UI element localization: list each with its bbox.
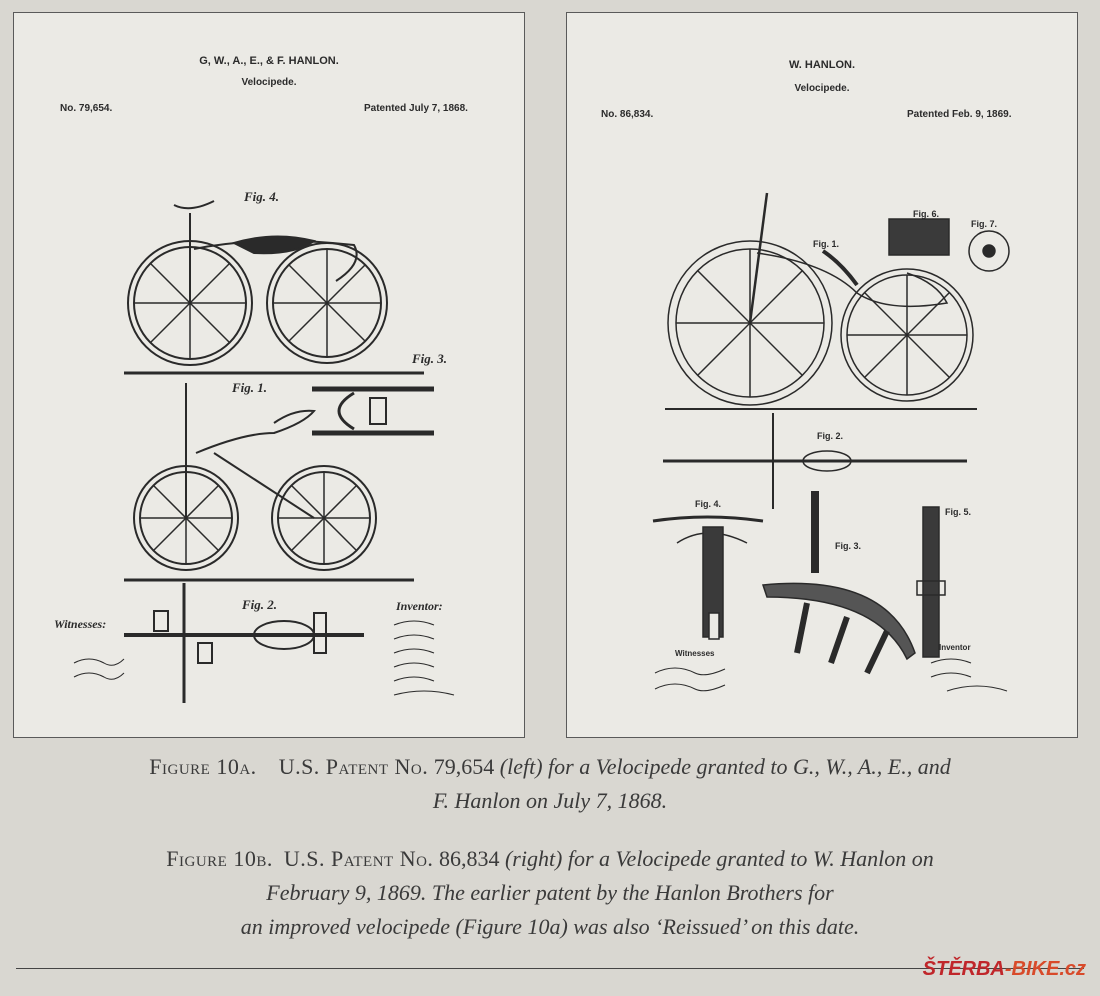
caption-b-number: 86,834 — [438, 846, 500, 871]
caption-figure-10b — [0, 846, 1100, 872]
watermark — [923, 958, 1086, 981]
right-patent-number: No. 86,834. — [601, 109, 654, 120]
right-patent-title: W. HANLON. — [789, 59, 855, 71]
watermark-part2: -BIKE.cz — [1004, 958, 1086, 980]
left-patent-title: G, W., A., E., & F. HANLON. — [199, 55, 339, 67]
right-fig4-label: Fig. 4. — [695, 499, 722, 509]
right-patent-subtitle: Velocipede. — [794, 83, 850, 94]
left-patent-plate — [13, 12, 525, 738]
left-fig2-label: Fig. 2. — [242, 597, 278, 612]
right-patent-drawing — [567, 13, 1079, 739]
caption-b-label: Figure 10b. — [166, 846, 273, 871]
right-fig2-label: Fig. 2. — [817, 431, 844, 441]
right-fig1-label: Fig. 1. — [813, 239, 840, 249]
caption-b-line3: an improved velocipede (Figure 10a) was also ‘Reissued’ on this date. — [240, 914, 860, 939]
left-inventor-label: Inventor: — [396, 599, 443, 613]
right-fig6-label: Fig. 6. — [913, 209, 940, 219]
caption-a-line2: F. Hanlon on July 7, 1868. — [432, 788, 668, 813]
caption-a-part1: U.S. Patent No. — [278, 754, 429, 779]
caption-a-text: (left) for a Velocipede granted to G., W., A., E., and — [499, 754, 951, 779]
right-fig3-label: Fig. 3. — [835, 541, 862, 551]
caption-figure-10a — [0, 754, 1100, 780]
caption-a-number: 79,654 — [433, 754, 495, 779]
caption-b-line2: February 9, 1869. The earlier patent by the Hanlon Brothers for — [266, 880, 834, 905]
caption-b-text: (right) for a Velocipede granted to W. Hanlon on — [504, 846, 934, 871]
right-inventor-label: Inventor — [939, 643, 971, 652]
right-patent-plate — [566, 12, 1078, 738]
left-patent-number: No. 79,654. — [60, 103, 113, 114]
caption-a-label: Figure 10a. — [149, 754, 257, 779]
right-fig5-label: Fig. 5. — [945, 507, 972, 517]
left-patent-subtitle: Velocipede. — [241, 77, 297, 88]
right-witnesses-label: Witnesses — [675, 649, 715, 658]
left-patent-date: Patented July 7, 1868. — [364, 103, 468, 114]
left-fig3-label: Fig. 3. — [412, 351, 448, 366]
caption-b-part1: U.S. Patent No. — [283, 846, 434, 871]
left-fig4-label: Fig. 4. — [244, 189, 280, 204]
left-fig1-label: Fig. 1. — [232, 380, 268, 395]
right-fig7-label: Fig. 7. — [971, 219, 998, 229]
right-patent-date: Patented Feb. 9, 1869. — [907, 109, 1012, 120]
watermark-part1: ŠTĚRBA — [922, 958, 1005, 980]
left-witnesses-label: Witnesses: — [54, 617, 107, 631]
